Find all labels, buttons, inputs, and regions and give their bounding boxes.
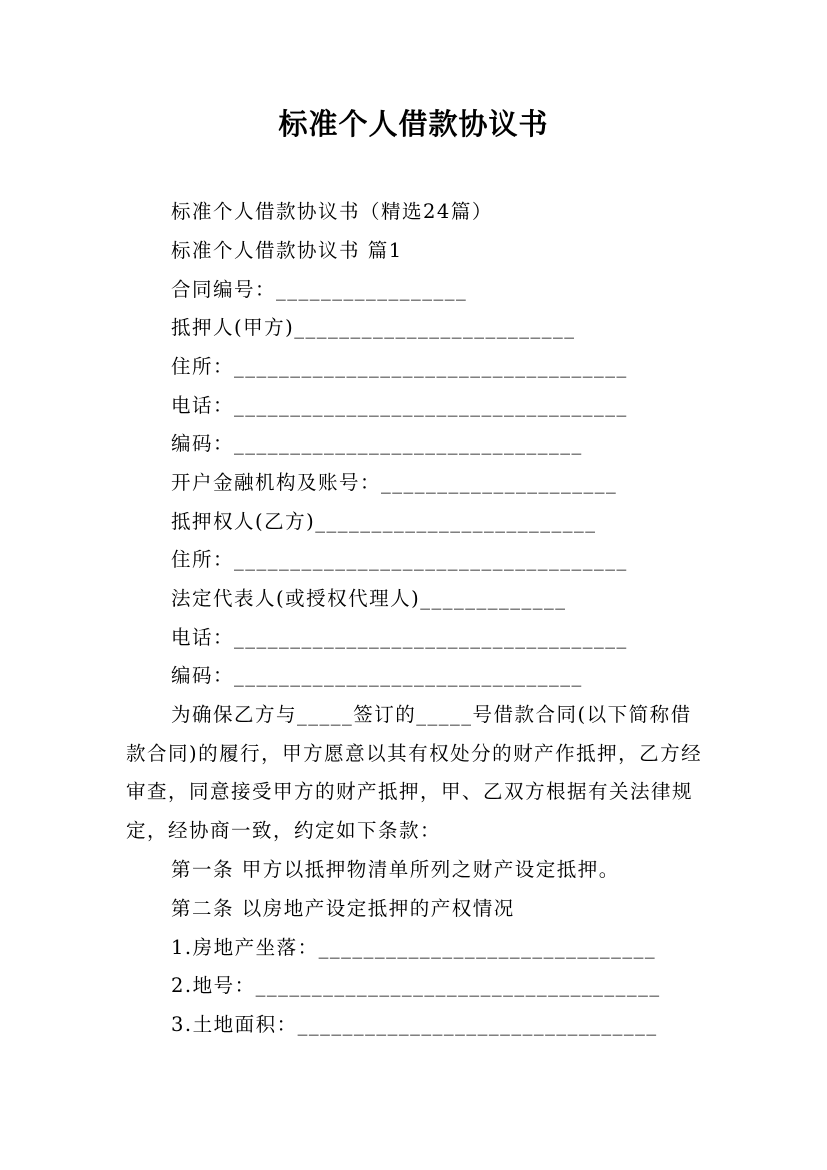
line-land-area: 3.土地面积：________________________________ <box>171 1013 658 1036</box>
line-mortgagor-postcode: 编码：_______________________________ <box>171 432 583 455</box>
line-mortgagor-phone: 电话：___________________________________ <box>171 394 628 417</box>
line-mortgagee-phone: 电话：___________________________________ <box>171 626 628 649</box>
line-mortgagee-postcode: 编码：_______________________________ <box>171 664 583 687</box>
line-section-heading: 标准个人借款协议书 篇1 <box>171 239 403 262</box>
line-bank-account: 开户金融机构及账号：_____________________ <box>171 471 618 494</box>
line-legal-representative: 法定代表人(或授权代理人)_____________ <box>171 587 567 610</box>
line-lot-number: 2.地号：____________________________________ <box>171 974 661 997</box>
line-article-one: 第一条 甲方以抵押物清单所列之财产设定抵押。 <box>171 858 620 881</box>
line-article-two: 第二条 以房地产设定抵押的产权情况 <box>171 897 515 920</box>
line-mortgagor: 抵押人(甲方)_________________________ <box>171 316 576 339</box>
line-property-location: 1.房地产坐落：______________________________ <box>171 936 657 959</box>
line-contract-number: 合同编号：_________________ <box>171 278 468 301</box>
line-mortgagee: 抵押权人(乙方)_________________________ <box>171 510 597 533</box>
line-mortgagee-address: 住所：___________________________________ <box>171 548 628 571</box>
document-title: 标准个人借款协议书 <box>278 107 549 141</box>
body-paragraph: 为确保乙方与_____签订的_____号借款合同(以下简称借款合同)的履行，甲方愿意以其有权处分的财产作抵押，乙方经审查，同意接受甲方的财产抵押，甲、乙双方根据有关法律规定，经协商一致，约定如下条款： <box>126 703 703 843</box>
line-mortgagor-address: 住所：___________________________________ <box>171 355 628 378</box>
line-subtitle: 标准个人借款协议书（精选24篇） <box>171 200 493 223</box>
